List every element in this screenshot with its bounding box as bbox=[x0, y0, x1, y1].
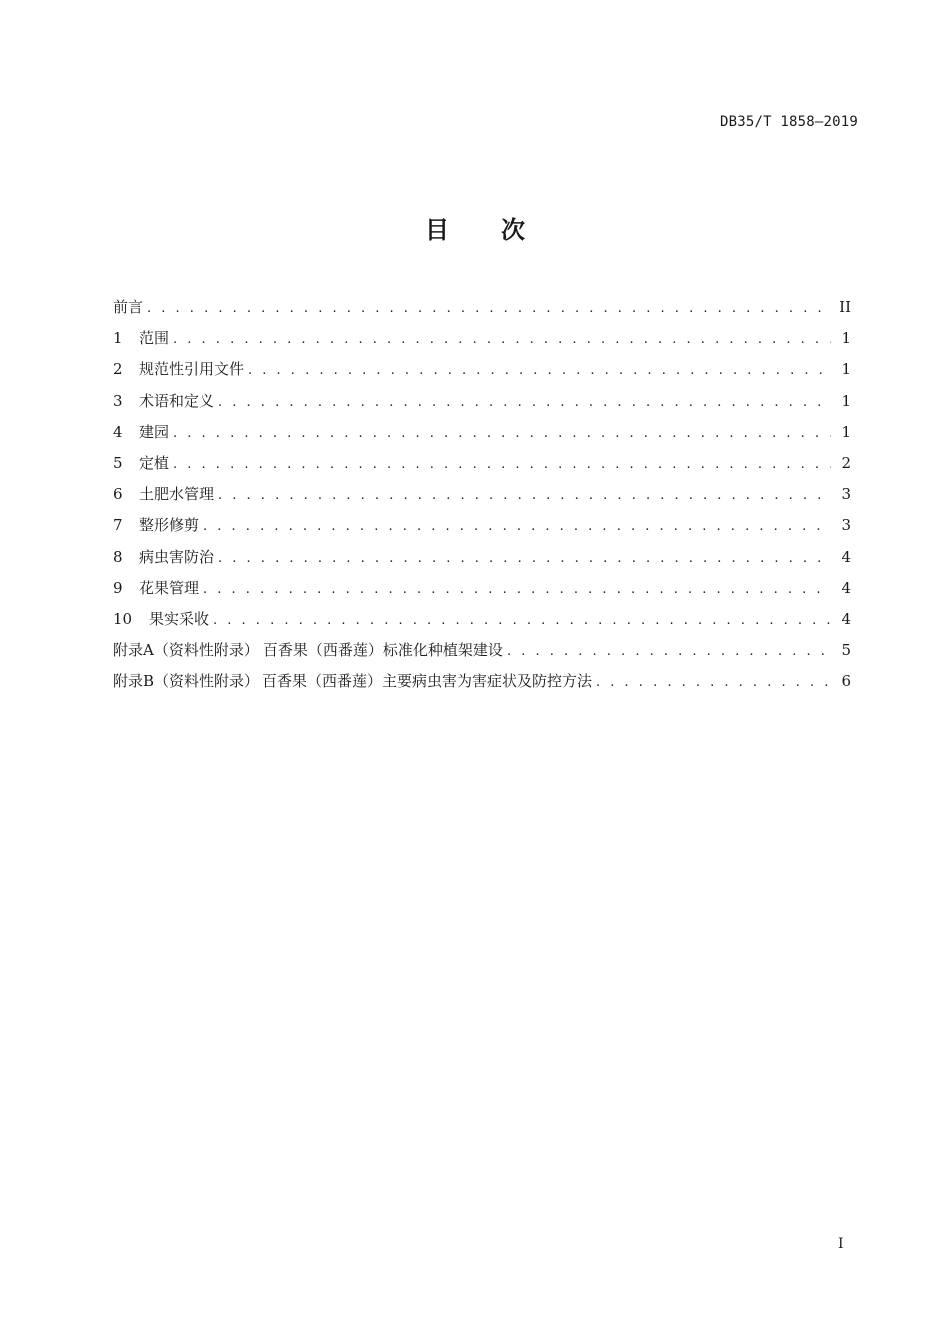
toc-entry-soil-fertilizer-water[interactable] bbox=[113, 483, 851, 514]
toc-entry-label: 范围 bbox=[139, 329, 170, 348]
toc-entry-label: 术语和定义 bbox=[139, 391, 215, 410]
toc-entry-terms-definitions[interactable] bbox=[113, 390, 851, 421]
toc-entry-number: 6 bbox=[113, 485, 123, 504]
table-of-contents bbox=[113, 296, 851, 701]
toc-entry-foreword[interactable] bbox=[113, 296, 851, 327]
toc-entry-subtitle: 百香果（西番莲）主要病虫害为害症状及防控方法 bbox=[262, 672, 593, 691]
toc-entry-page: 5 bbox=[841, 641, 851, 660]
toc-entry-page: 1 bbox=[841, 360, 851, 379]
toc-leader-dots bbox=[248, 363, 831, 378]
toc-entry-label: 花果管理 bbox=[139, 578, 200, 597]
toc-leader-dots bbox=[203, 582, 831, 597]
toc-leader-dots bbox=[203, 519, 831, 534]
toc-entry-scope[interactable] bbox=[113, 327, 851, 358]
toc-leader-dots bbox=[173, 426, 831, 441]
toc-entry-training-pruning[interactable] bbox=[113, 514, 851, 545]
toc-entry-label: 附录B（资料性附录） bbox=[113, 672, 260, 691]
toc-entry-label: 建园 bbox=[139, 422, 170, 441]
toc-leader-dots bbox=[147, 301, 831, 316]
toc-entry-pest-control[interactable] bbox=[113, 546, 851, 577]
toc-entry-page: II bbox=[839, 298, 851, 316]
toc-entry-label: 前言 bbox=[113, 298, 144, 316]
toc-leader-dots bbox=[173, 457, 831, 472]
toc-leader-dots bbox=[213, 613, 831, 628]
toc-leader-dots bbox=[218, 395, 831, 410]
toc-entry-number: 10 bbox=[113, 609, 133, 628]
toc-entry-page: 6 bbox=[841, 672, 851, 691]
toc-entry-label: 附录A（资料性附录） bbox=[113, 641, 259, 660]
toc-entry-label: 土肥水管理 bbox=[139, 485, 215, 504]
toc-entry-page: 3 bbox=[841, 485, 851, 504]
toc-leader-dots bbox=[218, 488, 831, 503]
toc-entry-number: 9 bbox=[113, 578, 123, 597]
toc-entry-fruit-harvest[interactable] bbox=[113, 608, 851, 639]
toc-entry-label: 定植 bbox=[139, 453, 170, 472]
toc-entry-number: 2 bbox=[113, 360, 123, 379]
toc-entry-label: 病虫害防治 bbox=[139, 547, 215, 566]
toc-entry-page: 1 bbox=[841, 422, 851, 441]
toc-leader-dots bbox=[507, 644, 831, 659]
toc-entry-page: 3 bbox=[841, 516, 851, 535]
toc-leader-dots bbox=[596, 675, 831, 690]
toc-entry-number: 8 bbox=[113, 547, 123, 566]
toc-entry-page: 4 bbox=[841, 547, 851, 566]
toc-entry-number: 3 bbox=[113, 391, 123, 410]
page-number: I bbox=[838, 1236, 844, 1252]
toc-entry-label: 规范性引用文件 bbox=[139, 360, 245, 379]
standard-code: DB35/T 1858—2019 bbox=[719, 114, 858, 130]
toc-entry-number: 5 bbox=[113, 453, 123, 472]
toc-entry-label: 整形修剪 bbox=[139, 516, 200, 535]
toc-entry-page: 1 bbox=[841, 391, 851, 410]
toc-entry-normative-references[interactable] bbox=[113, 358, 851, 389]
toc-entry-appendix-b[interactable] bbox=[113, 670, 851, 701]
toc-entry-label: 果实采收 bbox=[149, 609, 210, 628]
toc-entry-subtitle: 百香果（西番莲）标准化种植架建设 bbox=[262, 641, 503, 660]
toc-entry-page: 2 bbox=[841, 453, 851, 472]
toc-entry-orchard-establishment[interactable] bbox=[113, 421, 851, 452]
toc-entry-number: 1 bbox=[113, 329, 123, 348]
toc-entry-appendix-a[interactable] bbox=[113, 639, 851, 670]
toc-entry-flower-fruit-management[interactable] bbox=[113, 577, 851, 608]
toc-entry-page: 4 bbox=[841, 578, 851, 597]
toc-entry-number: 7 bbox=[113, 516, 123, 535]
toc-entry-number: 4 bbox=[113, 422, 123, 441]
toc-leader-dots bbox=[173, 332, 831, 347]
toc-entry-planting[interactable] bbox=[113, 452, 851, 483]
toc-entry-page: 4 bbox=[841, 609, 851, 628]
toc-leader-dots bbox=[218, 551, 831, 566]
toc-title: 目次 bbox=[425, 216, 577, 244]
toc-entry-page: 1 bbox=[841, 329, 851, 348]
